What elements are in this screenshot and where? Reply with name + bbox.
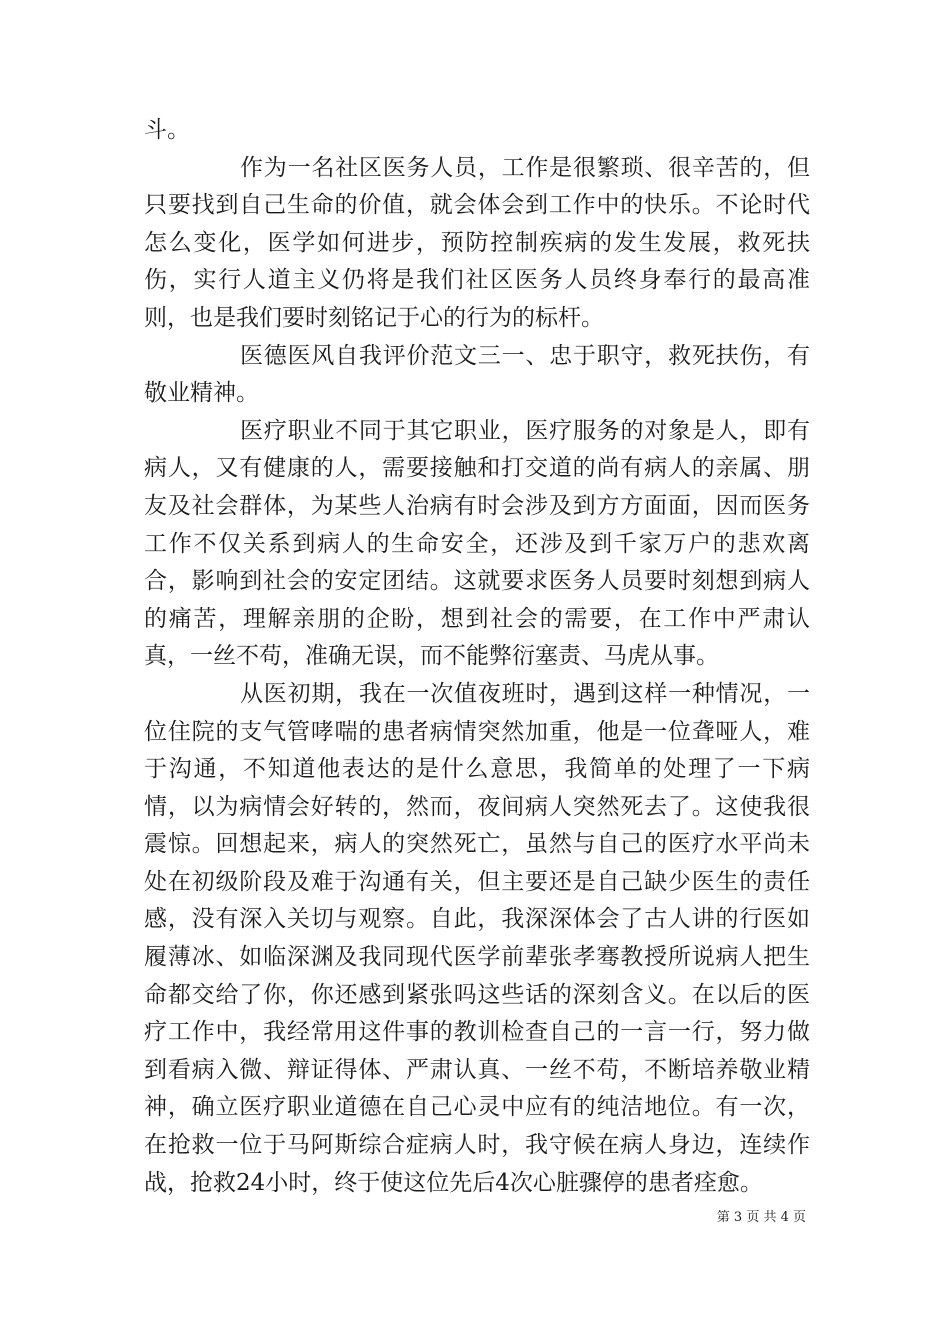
page-number-footer: 第 3 页 共 4 页 xyxy=(716,1210,806,1225)
paragraph-work-value: 作为一名社区医务人员，工作是很繁琐、很辛苦的，但只要找到自己生命的价值，就会体会到工作中的快乐。不论时代怎么变化，医学如何进步，预防控制疾病的发生发展，救死扶伤，实行人道主义仍将是我们社区医务人员终身奉行的最高准则，也是我们要时刻铭记于心的行为的标杆。 xyxy=(144,154,810,331)
paragraph-night-shift-story: 从医初期，我在一次值夜班时，遇到这样一种情况，一位住院的支气管哮喘的患者病情突然加重，他是一位聋哑人，难于沟通，不知道他表达的是什么意思，我简单的处理了一下病情，以为病情会好转的，然而，夜间病人突然死去了。这使我很震惊。回想起来，病人的突然死亡，虽然与自己的医疗水平尚未处在初级阶段及难于沟通有关，但主要还是自己缺少医生的责任感，没有深入关切与观察。自此，我深深体会了古人讲的行医如履薄冰、如临深渊及我同现代医学前辈张孝骞教授所说病人把生命都交给了你，你还感到紧张吗这些话的深刻含义。在以后的医疗工作中，我经常用这件事的教训检查自己的一言一行，努力做到看病入微、辩证得体、严肃认真、一丝不苟，不断培养敬业精神，确立医疗职业道德在自己心灵中应有的纯洁地位。有一次，在抢救一位于马阿斯综合症病人时，我守候在病人身边，连续作战，抢救24小时，终于使这位先后4次心脏骤停的患者痊愈。 xyxy=(144,680,810,1196)
document-body xyxy=(144,112,810,1202)
paragraph-continuation: 斗。 xyxy=(144,117,190,143)
paragraph-medical-profession: 医疗职业不同于其它职业，医疗服务的对象是人，即有病人，又有健康的人，需要接触和打交道的尚有病人的亲属、朋友及社会群体，为某些人治病有时会涉及到方方面面，因而医务工作不仅关系到病人的生命安全，还涉及到千家万户的悲欢离合，影响到社会的安定团结。这就要求医务人员要时刻想到病人的痛苦，理解亲朋的企盼，想到社会的需要，在工作中严肃认真，一丝不苟，准确无误，而不能弊衍塞责、马虎从事。 xyxy=(144,417,810,670)
paragraph-section-heading: 医德医风自我评价范文三一、忠于职守，救死扶伤，有敬业精神。 xyxy=(144,342,810,407)
